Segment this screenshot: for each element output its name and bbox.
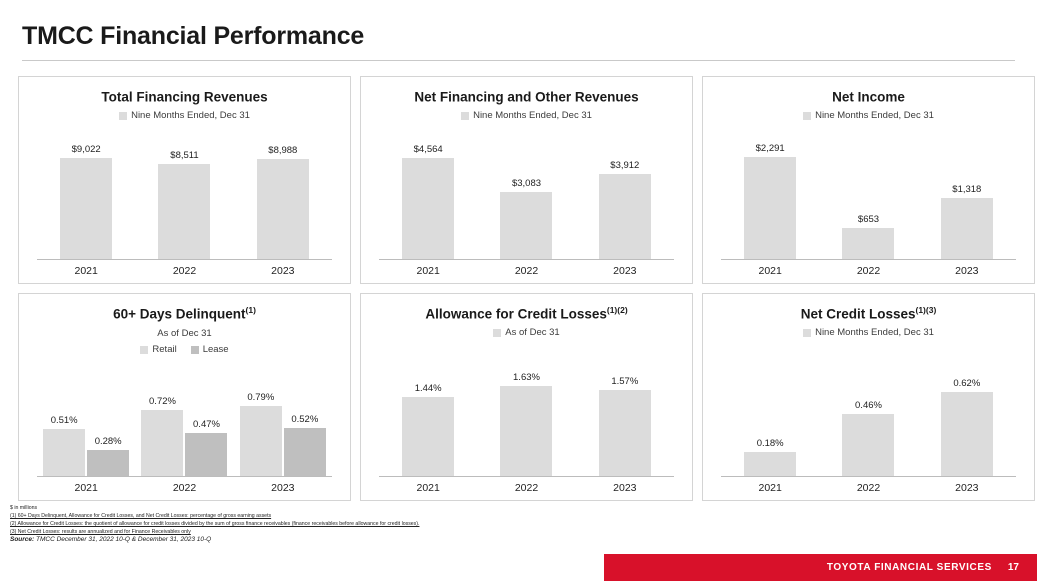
- legend-swatch-icon: [493, 329, 501, 337]
- bar-group: [477, 141, 575, 259]
- chart-panel-net-financing-and-other-revenues: [360, 76, 693, 284]
- x-axis-tick: 2021: [758, 265, 782, 277]
- chart-title: [371, 306, 682, 322]
- bar-group: [37, 392, 135, 476]
- chart-title-superscript: (1)(2): [606, 305, 628, 315]
- x-axis-tick: 2023: [271, 265, 295, 277]
- bar-group: [819, 141, 917, 259]
- bar-value-label: 0.51%: [50, 415, 78, 426]
- chart-title: [713, 306, 1024, 322]
- bar-value-label: 1.44%: [414, 383, 442, 394]
- legend-label: Nine Months Ended, Dec 31: [815, 110, 934, 122]
- bar-group: [576, 141, 674, 259]
- chart-bars: [721, 371, 1016, 477]
- chart-legend: [713, 110, 1024, 121]
- chart-plot: [721, 371, 1016, 494]
- bar-wrap: [941, 141, 993, 259]
- legend-swatch-icon: [119, 112, 127, 120]
- legend-item: [461, 110, 592, 121]
- legend-item: [803, 327, 934, 338]
- bar: [744, 157, 796, 259]
- chart-title-superscript: (1)(3): [915, 305, 937, 315]
- page-title: TMCC Financial Performance: [22, 22, 365, 50]
- legend-item: [119, 110, 250, 121]
- bar-retail: [240, 406, 282, 476]
- chart-subtitle: As of Dec 31: [157, 328, 212, 340]
- bar-group: [721, 141, 819, 259]
- chart-title: [29, 306, 340, 322]
- chart-plot: [37, 392, 332, 494]
- x-axis-tick: 2021: [416, 265, 440, 277]
- chart-grid: [18, 76, 1017, 501]
- chart-panel-net-credit-losses: [702, 293, 1035, 501]
- footnote-2-text: (2) Allowance for Credit Losses: the quotient of allowance for credit losses divided by the sum of gross finance receivables (finance receivables before allowance for credit losses).: [10, 521, 420, 528]
- chart-legend: [29, 110, 340, 121]
- bar-value-label: 1.63%: [513, 372, 540, 383]
- legend-label: Nine Months Ended, Dec 31: [473, 110, 592, 122]
- legend-swatch-icon: [140, 346, 148, 354]
- bar: [941, 198, 993, 259]
- legend-item: [803, 110, 934, 121]
- legend-label: As of Dec 31: [505, 327, 560, 339]
- footnote-3-text: (3) Net Credit Losses: results are annualized and for Finance Receivables only: [10, 529, 191, 536]
- bar-lease: [185, 433, 227, 476]
- bar-value-label: $1,318: [952, 184, 982, 195]
- bar-wrap: [500, 371, 552, 476]
- chart-legend: [371, 110, 682, 121]
- bar-group: [37, 141, 135, 259]
- chart-bars: [379, 371, 674, 477]
- chart-title-text: 60+ Days Delinquent: [113, 306, 246, 322]
- bar-wrap-lease: [284, 392, 326, 476]
- legend-swatch-icon: [803, 329, 811, 337]
- bar-value-label: 0.52%: [291, 414, 319, 425]
- bar-wrap: [744, 371, 796, 476]
- chart-bars: [721, 141, 1016, 260]
- bar-group: [135, 141, 233, 259]
- bar-value-label: $4,564: [413, 144, 443, 155]
- bar-group: [918, 371, 1016, 476]
- footer-page-number: 17: [1007, 562, 1019, 573]
- x-axis-tick: 2023: [613, 265, 637, 277]
- bar-group: [234, 392, 332, 476]
- bar-wrap: [158, 141, 210, 259]
- bar-value-label: 0.47%: [193, 419, 220, 430]
- bar-retail: [141, 410, 183, 476]
- legend-swatch-icon: [803, 112, 811, 120]
- legend-label: Nine Months Ended, Dec 31: [131, 110, 250, 122]
- legend-item-retail: [140, 344, 176, 355]
- bar: [599, 174, 651, 259]
- source-text: TMCC December 31, 2022 10-Q & December 31, 2023 10-Q: [36, 536, 212, 543]
- bar-lease: [87, 450, 129, 476]
- x-axis-tick: 2022: [172, 482, 197, 494]
- bar-group: [918, 141, 1016, 259]
- bar-value-label: 0.79%: [247, 392, 275, 403]
- bar-group: [379, 371, 477, 476]
- legend-label: Retail: [152, 344, 177, 356]
- bar-wrap: [402, 371, 454, 476]
- chart-title: [713, 89, 1024, 105]
- bar-wrap: [402, 141, 454, 259]
- chart-title-text: Net Financing and Other Revenues: [414, 89, 639, 105]
- x-axis-tick: 2023: [955, 265, 979, 277]
- chart-panel-net-income: [702, 76, 1035, 284]
- chart-title: [29, 89, 340, 105]
- x-axis-tick: 2021: [74, 482, 98, 494]
- x-axis-tick: 2021: [416, 482, 440, 494]
- bar-retail: [43, 429, 85, 476]
- x-axis-tick: 2022: [856, 265, 881, 277]
- bar-wrap: [599, 371, 651, 476]
- bar: [842, 414, 894, 476]
- bar-wrap-lease: [87, 392, 129, 476]
- legend-item-lease: [191, 344, 229, 355]
- footer: [0, 554, 1037, 581]
- legend-label: Nine Months Ended, Dec 31: [815, 327, 934, 339]
- chart-panel-allowance-for-credit-losses: [360, 293, 693, 501]
- x-axis-labels: [721, 482, 1016, 494]
- x-axis-labels: [379, 482, 674, 494]
- bar-value-label: 0.72%: [149, 396, 176, 407]
- footer-brand-bar: [604, 554, 1037, 581]
- legend-item: [493, 327, 559, 338]
- bar: [402, 158, 454, 259]
- bar-wrap: [941, 371, 993, 476]
- bar-value-label: 1.57%: [611, 376, 639, 387]
- bar-wrap: [500, 141, 552, 259]
- bar-value-label: 0.18%: [756, 438, 784, 449]
- chart-plot: [379, 371, 674, 494]
- chart-plot: [721, 141, 1016, 277]
- footnotes: [10, 504, 419, 536]
- footnote-units: $ in millions: [10, 505, 38, 511]
- x-axis-labels: [379, 265, 674, 277]
- bar: [599, 390, 651, 476]
- bar-value-label: $9,022: [71, 144, 101, 155]
- bar: [500, 386, 552, 476]
- bar: [158, 164, 210, 259]
- bar-value-label: 0.62%: [953, 378, 981, 389]
- footnote-1: [10, 512, 419, 520]
- chart-title-text: Total Financing Revenues: [101, 89, 268, 105]
- legend-swatch-icon: [461, 112, 469, 120]
- x-axis-tick: 2022: [856, 482, 881, 494]
- chart-title-text: Net Credit Losses: [800, 306, 916, 322]
- x-axis-tick: 2021: [74, 265, 98, 277]
- bar-wrap-lease: [185, 392, 227, 476]
- bar-group: [135, 392, 233, 476]
- title-divider: [22, 60, 1015, 61]
- bar-value-label: $3,083: [511, 178, 542, 189]
- bar-wrap-retail: [141, 392, 183, 476]
- bar-value-label: $8,511: [170, 150, 199, 161]
- bar-value-label: 0.28%: [94, 436, 122, 447]
- chart-legend: [371, 327, 682, 338]
- bar-wrap: [60, 141, 112, 259]
- x-axis-labels: [37, 482, 332, 494]
- bar-value-label: $2,291: [755, 143, 785, 154]
- source-line: [10, 536, 211, 543]
- legend-swatch-icon: [191, 346, 199, 354]
- x-axis-tick: 2022: [514, 482, 539, 494]
- bar-lease: [284, 428, 326, 476]
- bar: [402, 397, 454, 476]
- footnote-1-text: (1) 60+ Days Delinquent, Allowance for Credit Losses, and Net Credit Losses: percentage of gross earning assets: [10, 513, 272, 520]
- x-axis-tick: 2023: [955, 482, 979, 494]
- bar-group: [721, 371, 819, 476]
- chart-title-text: Allowance for Credit Losses: [425, 306, 607, 322]
- bar-value-label: $8,988: [268, 145, 298, 156]
- bar-value-label: 0.46%: [855, 400, 882, 411]
- chart-plot: [379, 141, 674, 277]
- x-axis-tick: 2022: [172, 265, 197, 277]
- chart-bars: [37, 141, 332, 260]
- bar-group: [379, 141, 477, 259]
- bar-wrap: [599, 141, 651, 259]
- chart-bars: [379, 141, 674, 260]
- x-axis-labels: [721, 265, 1016, 277]
- bar-group: [819, 371, 917, 476]
- bar: [257, 159, 309, 259]
- x-axis-tick: 2021: [758, 482, 782, 494]
- bar: [60, 158, 112, 259]
- source-label: Source:: [10, 536, 35, 543]
- chart-plot: [37, 141, 332, 277]
- bar-group: [477, 371, 575, 476]
- bar-group: [234, 141, 332, 259]
- chart-panel-total-financing-revenues: [18, 76, 351, 284]
- bar-wrap: [842, 141, 894, 259]
- bar-group: [576, 371, 674, 476]
- chart-bars: [37, 392, 332, 477]
- x-axis-tick: 2023: [613, 482, 637, 494]
- bar: [941, 392, 993, 476]
- chart-legend: [29, 344, 340, 355]
- bar-wrap: [744, 141, 796, 259]
- x-axis-tick: 2022: [514, 265, 539, 277]
- bar-wrap-retail: [43, 392, 85, 476]
- bar-wrap-retail: [240, 392, 282, 476]
- bar-wrap: [257, 141, 309, 259]
- chart-title: [371, 89, 682, 105]
- bar: [744, 452, 796, 476]
- footer-brand-label: TOYOTA FINANCIAL SERVICES: [826, 562, 992, 573]
- bar-value-label: $3,912: [610, 160, 640, 171]
- chart-legend: [713, 327, 1024, 338]
- bar: [500, 192, 552, 259]
- chart-title-superscript: (1): [245, 305, 256, 315]
- footnote-2: [10, 520, 419, 528]
- bar: [842, 228, 894, 259]
- x-axis-tick: 2023: [271, 482, 295, 494]
- legend-label: Lease: [202, 344, 229, 356]
- x-axis-labels: [37, 265, 332, 277]
- bar-value-label: $653: [857, 214, 880, 225]
- bar-wrap: [842, 371, 894, 476]
- chart-title-text: Net Income: [832, 89, 905, 105]
- chart-panel-60-days-delinquent: [18, 293, 351, 501]
